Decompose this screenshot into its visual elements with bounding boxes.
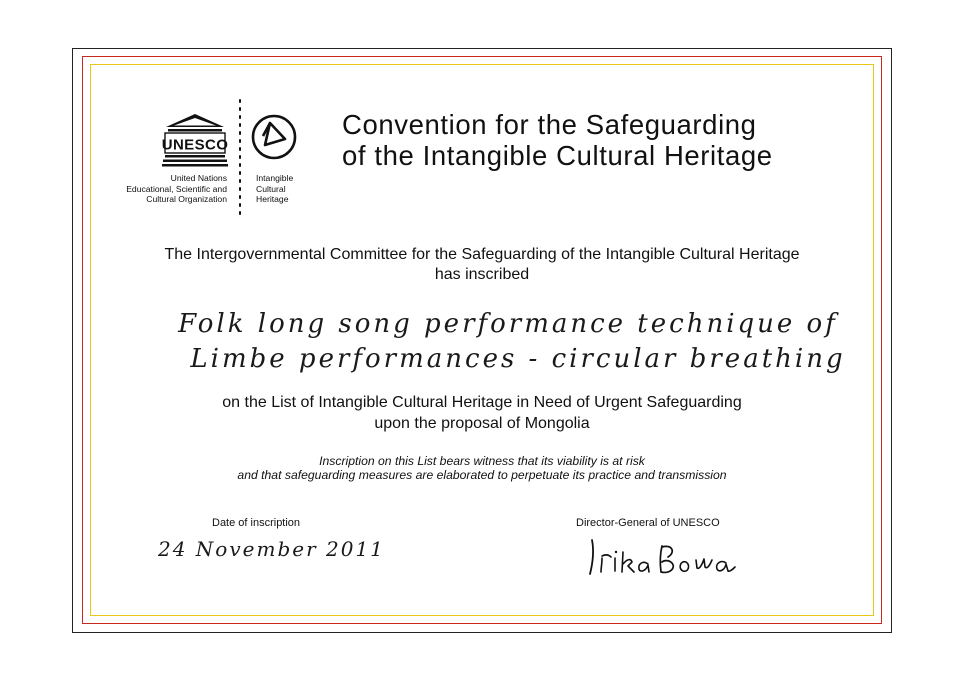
director-general-signature — [580, 532, 750, 582]
unesco-caption-line-1: United Nations — [170, 173, 227, 183]
dotted-separator — [236, 98, 244, 216]
element-name-line-2: Limbe performances - circular breathing — [190, 344, 846, 374]
list-statement: on the List of Intangible Cultural Heritage in Need of Urgent Safeguarding — [222, 394, 742, 411]
date-label: Date of inscription — [212, 517, 301, 529]
unesco-caption-line-2: Educational, Scientific and — [126, 183, 227, 194]
has-inscribed: has inscribed — [434, 266, 530, 283]
committee-statement: The Intergovernmental Committee for the Safeguarding of the Intangible Cultural Heritage — [164, 246, 800, 263]
ich-caption-line-2: Cultural — [256, 183, 286, 194]
date-of-inscription: 24 November 2011 — [158, 537, 385, 561]
convention-title — [342, 109, 773, 171]
unesco-caption — [110, 173, 227, 205]
proposal-statement: upon the proposal of Mongolia — [374, 415, 590, 432]
witness-line-1: Inscription on this List bears witness that its viability is at risk — [319, 454, 645, 468]
director-general-label: Director-General of UNESCO — [576, 517, 720, 529]
element-name-line-1: Folk long song performance technique of — [178, 309, 838, 339]
ich-emblem-logo — [250, 113, 298, 161]
convention-title-line-1: Convention for the Safeguarding — [342, 109, 757, 140]
unesco-temple-logo — [162, 112, 228, 172]
convention-title-line-2: of the Intangible Cultural Heritage — [342, 140, 773, 171]
witness-line-2: and that safeguarding measures are elaborated to perpetuate its practice and transmission — [237, 468, 727, 482]
unesco-caption-line-3: Cultural Organization — [146, 194, 227, 204]
unesco-wordmark: UNESCO — [162, 136, 228, 154]
ich-caption-line-3: Heritage — [256, 194, 289, 204]
ich-caption-line-1: Intangible — [256, 173, 294, 183]
ich-caption — [256, 173, 293, 205]
